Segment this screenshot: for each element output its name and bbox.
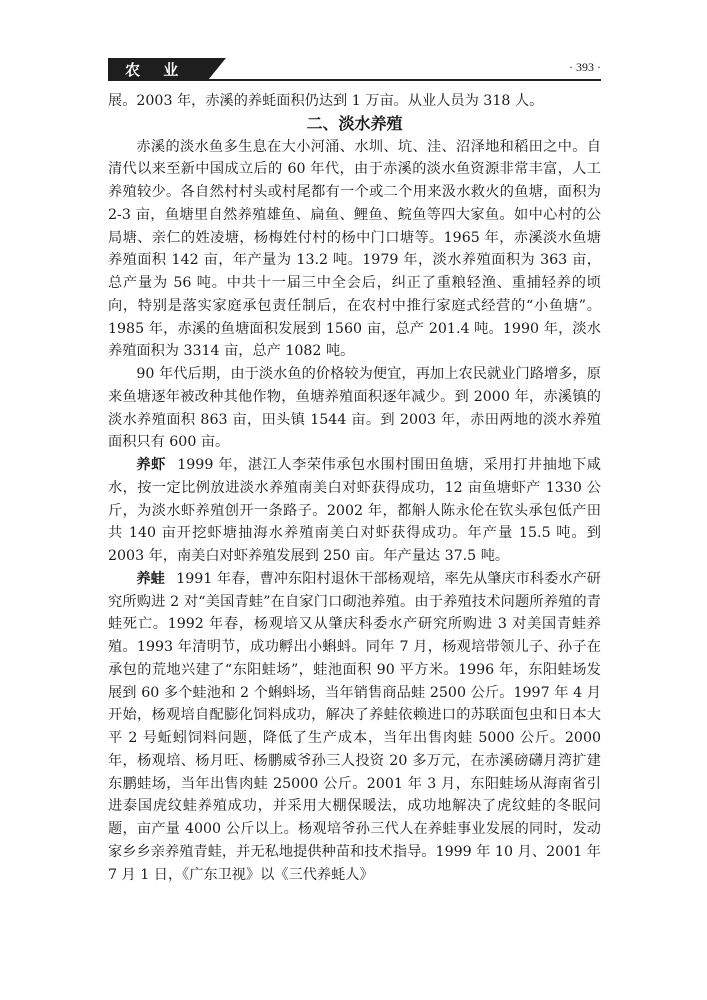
term-frog: 养蛙 <box>136 570 165 587</box>
frog-text: 1991 年春，曹冲东阳村退休干部杨观培，率先从肇庆市科委水产研究所购进 2 对“美国青蛙”在自家门口砌池养殖。由于养殖技术问题所养殖的青蛙死亡。1992 年春，杨观培又从肇庆科委水产研究所购进 3 对美国青蛙养殖。1993 年清明节，成功孵出小蝌蚪。同年 7 月，杨观培带领儿子、孙子在承包的荒地兴建了“东阳蛙场”，蛙池面积 90 平方米。1996 年，东阳蛙场发展到 60 多个蛙池和 2 个蝌蚪场，当年销售商品蛙 2500 公斤。1997 年 4 月开始，杨观培自配膨化饲料成功，解决了养蛙依赖进口的苏联面包虫和日本大平 2 号蚯蚓饲料问题，降低了生产成本，当年出售肉蛙 5000 公斤。2000 年，杨观培、杨月旺、杨鹏威爷孙三人投资 20 多万元，在赤溪磅礴月湾扩建东鹏蛙场，当年出售肉蛙 25000 公斤。2001 年 3 月，东阳蛙场从海南省引进泰国虎纹蛙养殖成功，并采用大棚保暖法，成功地解决了虎纹蛙的冬眠问题，亩产量 4000 公斤以上。杨观培爷孙三代人在养蛙事业发展的同时，发动家乡乡亲养殖青蛙，并无私地提供种苗和技术指导。1999 年 10 月、2001 年 7 月 1 日，《广东卫视》以《三代养蚝人》 <box>108 570 601 883</box>
paragraph-freshwater-decline: 90 年代后期，由于淡水鱼的价格较为便宜，再加上农民就业门路增多，原来鱼塘逐年被改种其他作物，鱼塘养殖面积逐年减少。到 2000 年，赤溪镇的淡水养殖面积 863 亩，田头镇 1544 亩。到 2003 年，赤田两地的淡水养殖面积只有 600 亩。 <box>108 366 601 451</box>
header-tab-slant <box>208 58 226 80</box>
shrimp-text: 1999 年，湛江人李荣伟承包水围村围田鱼塘，采用打井抽地下咸水，按一定比例放进淡水养殖南美白对虾获得成功，12 亩鱼塘虾产 1330 公斤，为淡水虾养殖创开一条路子。2002 年，都斛人陈永伦在钦头承包低产田共 140 亩开挖虾塘抽海水养殖南美白对虾获得成功。年产量 15.5 吨。到 2003 年，南美白对虾养殖发展到 250 亩。年产量达 37.5 吨。 <box>108 457 601 564</box>
page-number: · 393 · <box>569 60 601 74</box>
header-rule <box>108 79 601 81</box>
paragraph-frog <box>108 568 601 887</box>
page-body <box>108 90 601 886</box>
paragraph-shrimp <box>108 454 601 568</box>
continuation-paragraph: 展。2003 年，赤溪的养蚝面积仍达到 1 万亩。从业人员为 318 人。 <box>108 93 544 109</box>
term-shrimp: 养虾 <box>136 457 166 473</box>
header-section-title: 农 业 <box>125 61 188 79</box>
section-heading: 二、淡水养殖 <box>306 113 403 133</box>
paragraph-freshwater-history: 赤溪的淡水鱼多生息在大小河涌、水圳、坑、洼、沼泽地和稻田之中。自清代以来至新中国成立后的 60 年代，由于赤溪的淡水鱼资源非常丰富，人工养殖较少。各自然村村头或村尾都有一个或二个用来汲水救火的鱼塘，面积为 2-3 亩，鱼塘里自然养殖雄鱼、扁鱼、鲤鱼、鲩鱼等四大家鱼。如中心村的公局塘、亲仁的姓凌塘，杨梅姓付村的杨中门口塘等。1965 年，赤溪淡水鱼塘养殖面积 142 亩，年产量为 13.2 吨。1979 年，淡水养殖面积为 363 亩，总产量为 56 吨。中共十一届三中全会后，纠正了重粮轻渔、重捕轻养的顷向，特别是落实家庭承包责任制后，在农村中推行家庭式经营的“小鱼塘”。1985 年，赤溪的鱼塘面积发展到 1560 亩，总产 201.4 吨。1990 年，淡水养殖面积为 3314 亩，总产 1082 吨。 <box>108 138 601 360</box>
